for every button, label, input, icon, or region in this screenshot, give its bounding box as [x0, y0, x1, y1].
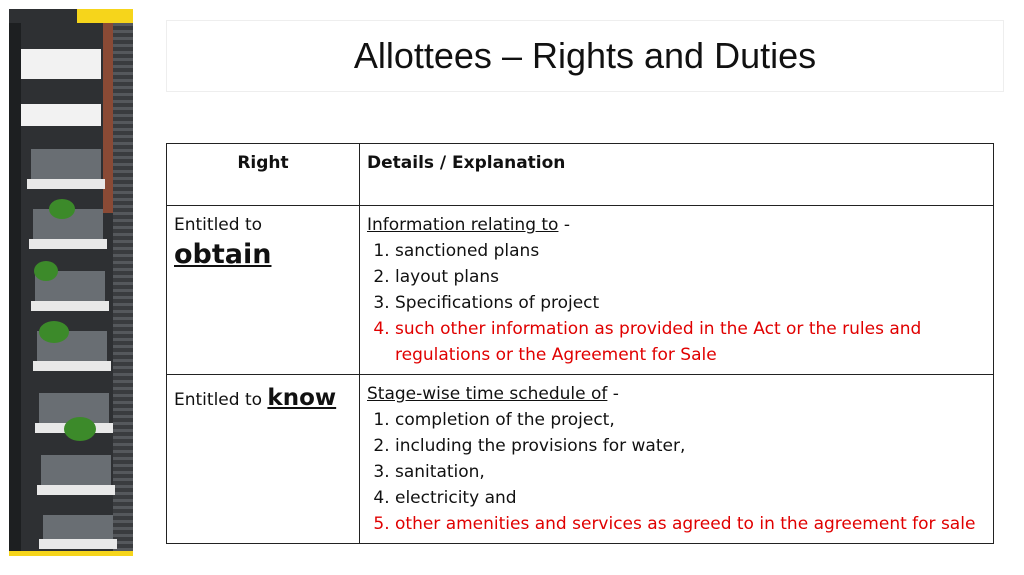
right-cell — [167, 206, 360, 375]
header-details: Details / Explanation — [360, 144, 994, 206]
right-cell — [167, 375, 360, 544]
table-row — [167, 375, 994, 544]
details-lead — [367, 381, 986, 407]
list-item: 4. electricity and — [395, 485, 986, 511]
table-row — [167, 206, 994, 375]
list-item: 3. sanitation, — [395, 459, 986, 485]
page-title: Allottees – Rights and Duties — [353, 35, 817, 76]
table-header-row — [167, 144, 994, 206]
details-list — [367, 407, 986, 537]
right-keyword: know — [267, 385, 337, 411]
right-prefix: Entitled to — [174, 215, 263, 235]
details-lead — [367, 212, 986, 238]
right-prefix: Entitled to — [174, 390, 263, 410]
list-item: 3. Specifications of project — [395, 290, 986, 316]
rights-table — [166, 143, 994, 544]
header-right: Right — [167, 144, 360, 206]
list-item: 4. such other information as provided in the Act or the rules and regulations or the Agreement for Sale — [395, 316, 986, 368]
right-keyword: obtain — [174, 239, 272, 270]
title-box — [166, 20, 1004, 92]
details-list — [367, 238, 986, 368]
details-cell — [360, 375, 994, 544]
list-item: 1. sanctioned plans — [395, 238, 986, 264]
list-item: 2. including the provisions for water, — [395, 433, 986, 459]
details-lead-suffix: - — [558, 215, 570, 235]
list-item: 2. layout plans — [395, 264, 986, 290]
list-item: 5. other amenities and services as agreed to in the agreement for sale — [395, 511, 986, 537]
details-lead-suffix: - — [607, 384, 619, 404]
details-cell — [360, 206, 994, 375]
details-lead-text: Information relating to — [367, 215, 559, 235]
building-image — [9, 9, 133, 556]
list-item: 1. completion of the project, — [395, 407, 986, 433]
details-lead-text: Stage-wise time schedule of — [367, 384, 608, 404]
